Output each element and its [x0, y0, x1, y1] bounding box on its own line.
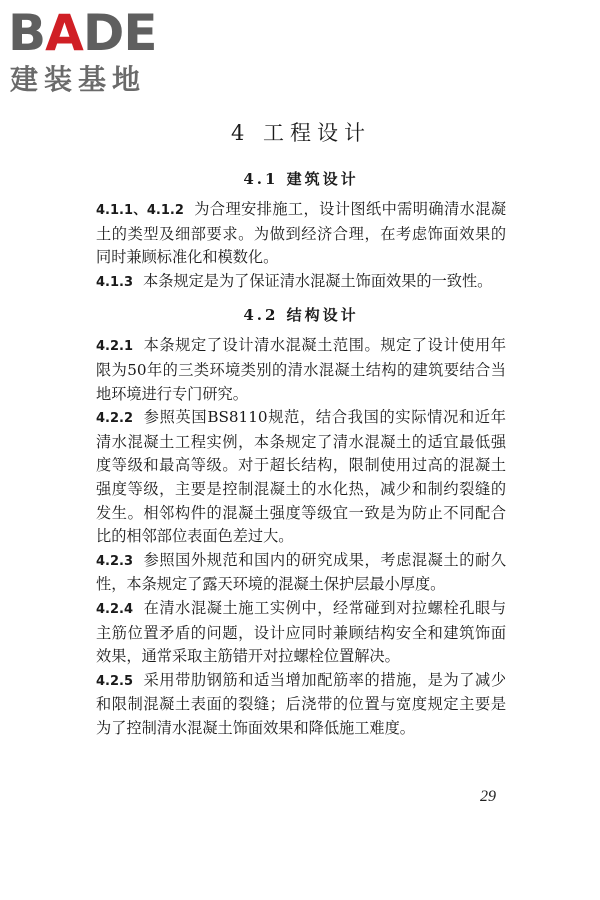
publisher-logo — [8, 6, 178, 98]
clause-number: 4.2.1 — [96, 339, 134, 355]
clause-text: 参照国外规范和国内的研究成果，考虑混凝土的耐久性，本条规定了露天环境的混凝土保护层最小厚度。 — [96, 550, 506, 594]
clause — [96, 669, 506, 741]
clause — [96, 406, 506, 549]
page-content — [96, 118, 506, 740]
clause — [96, 597, 506, 669]
clause-text: 采用带肋钢筋和适当增加配筋率的措施，是为了减少和限制混凝土表面的裂缝；后浇带的位置与宽度规定主要是为了控制清水混凝土饰面效果和降低施工难度。 — [96, 670, 506, 737]
logo-subtitle: 建装基地 — [10, 63, 147, 96]
clause-text: 参照英国BS8110规范，结合我国的实际情况和近年清水混凝土工程实例，本条规定了清水混凝土的适宜最低强度等级和最高等级。对于超长结构，限制使用过高的混凝土强度等级，主要是控制混凝土的水化热，减少和制约裂缝的发生。相邻构件的混凝土强度等级宜一致是为防止不同配合比的相邻部位表面色差过大。 — [96, 408, 506, 546]
section-architectural-design — [96, 168, 506, 294]
clause — [96, 198, 506, 270]
clause — [96, 334, 506, 406]
chapter-title: 4 工程设计 — [230, 121, 372, 145]
clause-number: 4.2.4 — [96, 601, 134, 617]
clause-number: 4.1.1、4.1.2 — [96, 203, 184, 218]
logo-letter-suffix: DE — [82, 4, 157, 62]
clause-text: 在清水混凝土施工实例中，经常碰到对拉螺栓孔眼与主筋位置矛盾的问题，设计应同时兼顾结构安全和建筑饰面效果，通常采取主筋错开对拉螺栓位置解决。 — [96, 598, 506, 666]
clause-text: 本条规定了设计清水混凝土范围。规定了设计使用年限为50年的三类环境类别的清水混凝土结构的建筑要结合当地环境进行专门研究。 — [96, 336, 506, 403]
logo-letter-accent: A — [45, 4, 83, 62]
section-title: 4.1 建筑设计 — [243, 170, 359, 188]
clause-number: 4.2.2 — [96, 411, 134, 427]
clause — [96, 549, 506, 597]
clause — [96, 270, 506, 295]
clause-text: 为合理安排施工，设计图纸中需明确清水混凝土的类型及细部要求。为做到经济合理，在考虑饰面效果的同时兼顾标准化和模数化。 — [96, 200, 507, 267]
page-number: 29 — [480, 788, 496, 805]
logo-letter-prefix: B — [8, 4, 46, 62]
logo-wordmark — [8, 6, 157, 60]
clause-text: 本条规定是为了保证清水混凝土饰面效果的一致性。 — [143, 271, 493, 290]
clause-number: 4.2.5 — [96, 673, 134, 689]
clause-number: 4.1.3 — [96, 274, 134, 290]
section-title: 4.2 结构设计 — [243, 306, 359, 325]
section-structural-design — [96, 304, 506, 740]
clause-number: 4.2.3 — [96, 553, 134, 569]
